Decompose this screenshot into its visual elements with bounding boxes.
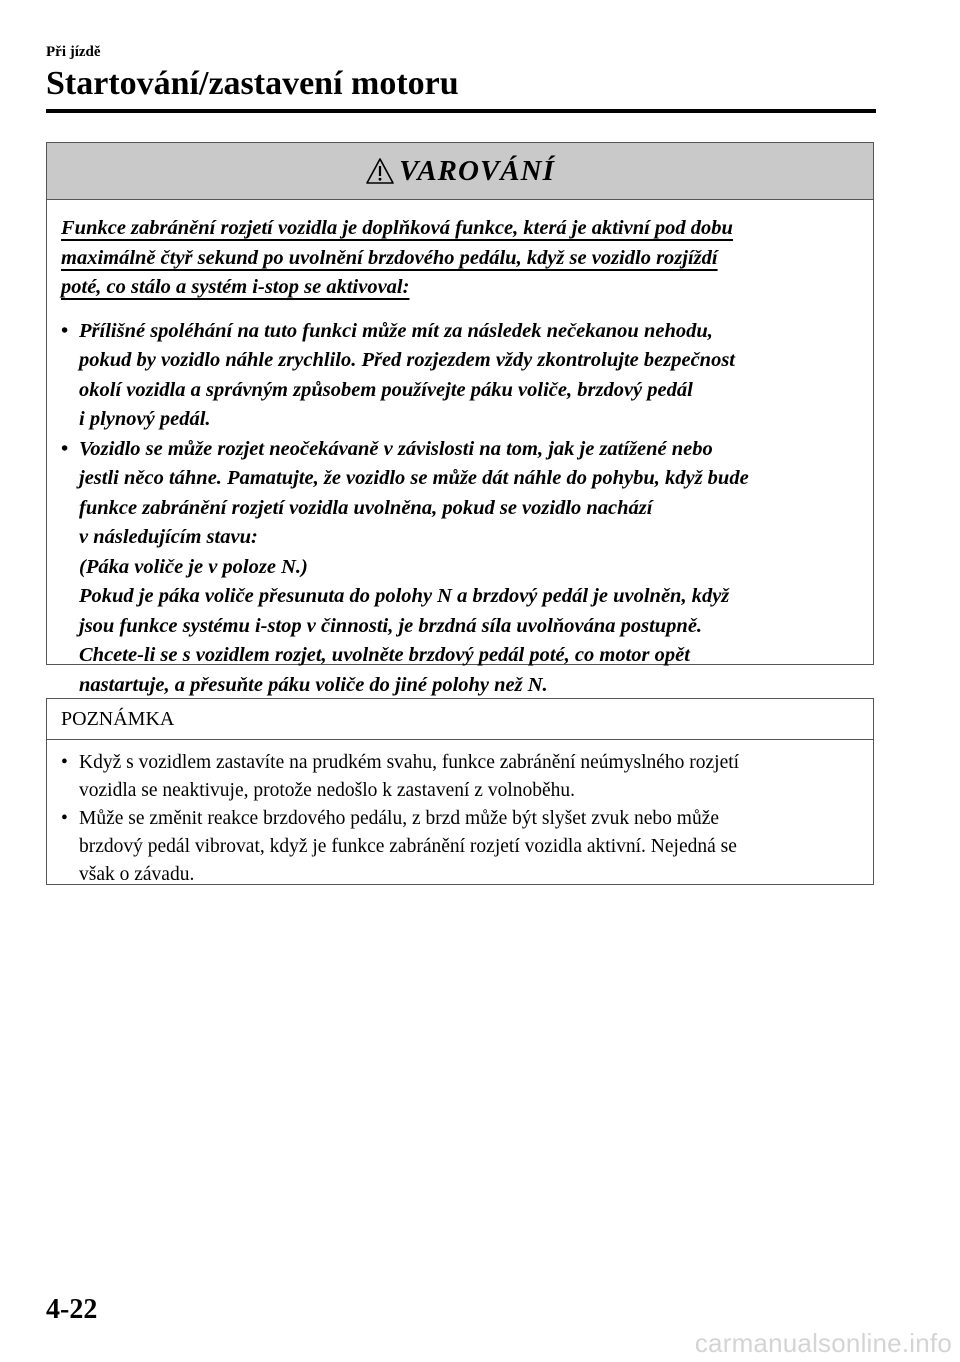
- warning-triangle-icon: [365, 157, 395, 185]
- warning-bullet-line: (Páka voliče je v poloze N.): [79, 555, 308, 578]
- warning-title: VAROVÁNÍ: [399, 154, 555, 187]
- warning-bullet-line: Pokud je páka voliče přesunuta do polohy N a brzdový pedál je uvolněn, když: [79, 585, 730, 607]
- bullet-icon: •: [61, 437, 69, 460]
- warning-intro-line: Funkce zabránění rozjetí vozidla je doplňková funkce, která je aktivní pod dobu: [61, 217, 733, 239]
- note-bullet-line: vozidla se neaktivuje, protože nedošlo k zastavení z volnoběhu.: [79, 780, 576, 801]
- warning-header: [47, 143, 873, 200]
- note-bullet-line: brzdový pedál vibrovat, když je funkce zabránění rozjetí vozidla aktivní. Nejedná se: [79, 836, 737, 857]
- watermark-text: carmanualsonline.info: [694, 1328, 952, 1358]
- warning-body: [47, 200, 873, 700]
- bullet-icon: •: [61, 808, 68, 829]
- warning-bullet-line: Vozidlo se může rozjet neočekávaně v závislosti na tom, jak je zatížené nebo: [79, 437, 713, 460]
- warning-intro: [61, 214, 859, 303]
- warning-bullet-item: [61, 317, 859, 435]
- warning-bullet-line: pokud by vozidlo náhle zrychlilo. Před rozjezdem vždy zkontrolujte bezpečnost: [79, 349, 735, 371]
- warning-bullet-line: Přílišné spoléhání na tuto funkci může mít za následek nečekanou nehodu,: [79, 319, 713, 342]
- warning-bullet-line: okolí vozidla a správným způsobem používejte páku voliče, brzdový pedál: [79, 378, 693, 401]
- note-body: [47, 740, 873, 889]
- note-bullet-line: však o závadu.: [79, 864, 195, 885]
- note-bullet-line: Může se změnit reakce brzdového pedálu, z brzd může být slyšet zvuk nebo může: [79, 808, 720, 829]
- note-bullet-line: Když s vozidlem zastavíte na prudkém svahu, funkce zabránění neúmyslného rozjetí: [79, 752, 740, 773]
- warning-bullet-line: Chcete-li se s vozidlem rozjet, uvolněte brzdový pedál poté, co motor opět: [79, 644, 690, 666]
- warning-intro-line: maximálně čtyř sekund po uvolnění brzdového pedálu, když se vozidlo rozjíždí: [61, 246, 718, 269]
- bullet-icon: •: [61, 752, 68, 773]
- warning-bullet-line: nastartuje, a přesuňte páku voliče do jiné polohy než N.: [79, 673, 548, 696]
- note-bullet-item: [61, 805, 859, 889]
- warning-bullet-line: jestli něco táhne. Pamatujte, že vozidlo se může dát náhle do pohybu, když bude: [79, 467, 749, 489]
- warning-intro-line: poté, co stálo a systém i-stop se aktivoval:: [61, 276, 410, 298]
- note-header: POZNÁMKA: [47, 699, 873, 740]
- warning-bullet-line: v následujícím stavu:: [79, 526, 258, 548]
- note-bullet-item: [61, 749, 859, 805]
- warning-box: [46, 142, 874, 696]
- page-number: 4-22: [46, 1294, 98, 1325]
- warning-bullet-line: jsou funkce systému i-stop v činnosti, je brzdná síla uvolňována postupně.: [79, 614, 703, 637]
- warning-bullet-line: i plynový pedál.: [79, 408, 211, 430]
- section-label: Při jízdě: [46, 44, 101, 60]
- warning-bullet-item: [61, 435, 859, 701]
- title-rule: [46, 109, 876, 113]
- bullet-icon: •: [61, 319, 69, 342]
- warning-bullet-line: funkce zabránění rozjetí vozidla uvolněna, pokud se vozidlo nachází: [79, 496, 653, 519]
- note-box: [46, 698, 874, 885]
- page-title: Startování/zastavení motoru: [46, 65, 459, 102]
